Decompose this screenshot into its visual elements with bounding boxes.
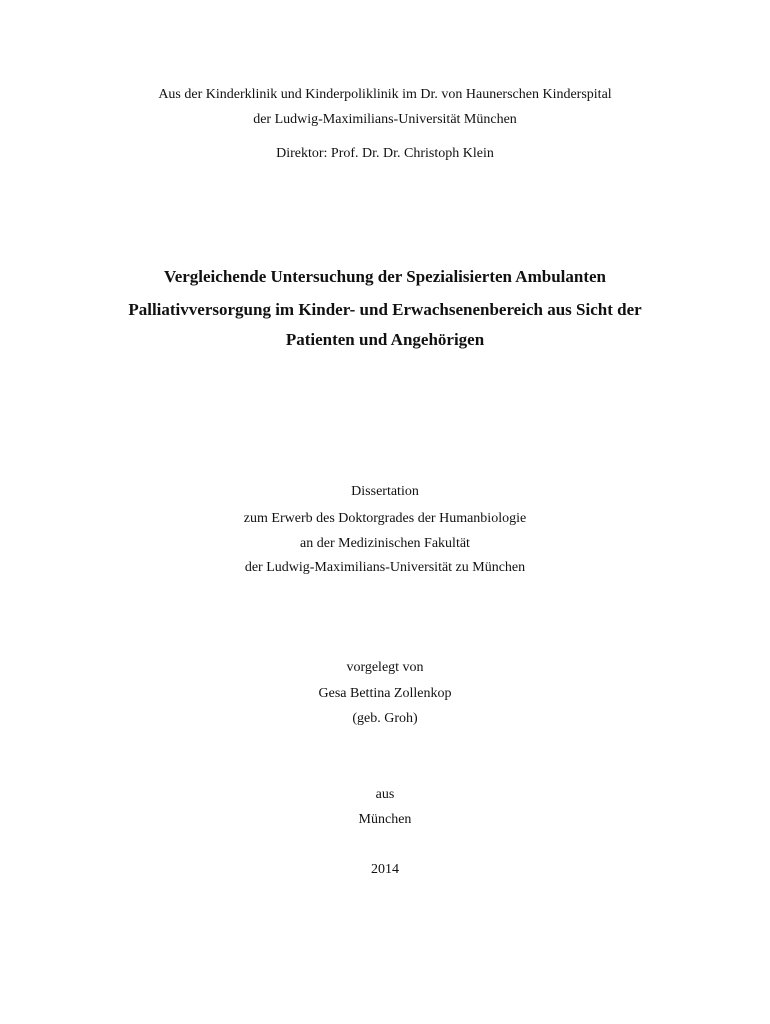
faculty-line: an der Medizinischen Fakultät: [300, 536, 470, 551]
origin-label: aus: [375, 787, 395, 802]
director-line: Direktor: Prof. Dr. Dr. Christoph Klein: [276, 146, 494, 161]
degree-purpose: zum Erwerb des Doktorgrades der Humanbiologie: [243, 511, 527, 526]
university-line-2: der Ludwig-Maximilians-Universität zu München: [244, 560, 526, 575]
submitted-by-label: vorgelegt von: [346, 660, 424, 675]
institution-line: Aus der Kinderklinik und Kinderpoliklinik im Dr. von Haunerschen Kinderspital: [158, 87, 612, 102]
origin-city: München: [358, 812, 412, 827]
thesis-title-line-1: Vergleichende Untersuchung der Spezialisierten Ambulanten: [163, 267, 606, 286]
thesis-title-line-2: Palliativversorgung im Kinder- und Erwachsenenbereich aus Sicht der: [128, 300, 642, 319]
author-birth-name: (geb. Groh): [352, 711, 418, 726]
author-name: Gesa Bettina Zollenkop: [318, 686, 452, 701]
publication-year: 2014: [371, 862, 399, 877]
thesis-title-line-3: Patienten und Angehörigen: [285, 330, 485, 349]
university-line: der Ludwig-Maximilians-Universität München: [253, 112, 517, 127]
document-type: Dissertation: [351, 484, 419, 499]
